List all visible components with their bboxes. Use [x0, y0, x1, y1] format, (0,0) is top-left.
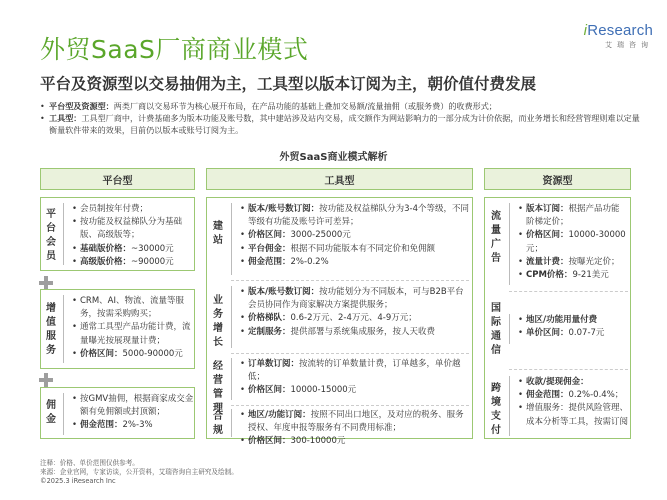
row-label: 业务增长	[213, 295, 223, 348]
row-label: 建站	[213, 221, 223, 246]
row-label: 增值服务	[46, 303, 56, 356]
row-divider	[509, 369, 628, 370]
list-item: • 平台佣金：根据不同功能版本有不同定价和免佣额	[240, 243, 469, 256]
list-item: • 流量计费：按曝光定价；	[518, 256, 628, 269]
list-item: • 订单数订阅：按流转的订单数量计费，订单越多，单价越低；	[240, 358, 469, 384]
list-item: • 会员制按年付费；	[72, 203, 194, 216]
logo-research: Research	[587, 22, 653, 39]
list-item: • 增值服务：提供风险管理、成本分析等工具，按需订阅	[518, 402, 628, 428]
list-item: • CPM价格：9-21美元	[518, 269, 628, 282]
row-content	[509, 376, 628, 436]
logo-subtitle: 艾瑞咨询	[605, 41, 653, 49]
row-content	[231, 409, 469, 447]
resource-box	[484, 197, 631, 439]
list-item: • 佣金范围：0.2%-0.4%；	[518, 389, 628, 402]
tool-box	[206, 197, 473, 447]
plus-icon	[39, 373, 53, 387]
row-label: 流量广告	[491, 211, 501, 264]
bullet-platform-resource	[40, 101, 640, 113]
row-divider	[509, 291, 628, 292]
list-item: • 地区/功能订阅：按照不同出口地区，及对应的税务、服务授权、年度申报等服务有不同费用标准；	[240, 409, 469, 435]
list-item: • 通常工具型产品功能计费，流量曝光按展现量计费；	[72, 321, 194, 347]
row-content	[63, 393, 194, 435]
page-subtitle: 平台及资源型以交易抽佣为主，工具型以版本订阅为主，朝价值付费发展	[40, 75, 537, 93]
bullet-label: 平台型及资源型：	[49, 101, 114, 111]
row-label: 国际通信	[491, 303, 501, 356]
footnote-copyright: ©2025.3 iResearch Inc	[40, 477, 116, 485]
row-label: 跨境支付	[491, 383, 501, 436]
platform-membership-box	[40, 197, 195, 271]
list-item: • 版本/账号数订阅：按功能划分为不同版本，可与B2B平台会员协同作为商家解决方案提供服务；	[240, 286, 469, 312]
iresearch-logo	[584, 22, 653, 50]
chart-title: 外贸SaaS商业模式解析	[279, 152, 388, 163]
row-label: 合规	[213, 411, 223, 436]
list-item: • 佣金范围：2%-3%	[72, 419, 194, 432]
header-platform: 平台型	[40, 168, 195, 190]
bullet-label: 工具型：	[49, 113, 82, 123]
list-item: • 按功能及权益梯队分为基础版、高级版等；	[72, 216, 194, 242]
row-content	[63, 295, 194, 363]
list-item: • 按GMV抽佣，根据商家成交金额有免佣额或封顶额；	[72, 393, 194, 419]
footnote-source: 来源：企业官网，专家访谈，公开资料，艾瑞咨询自主研究及绘制。	[40, 468, 238, 476]
bullet-text: 工具型厂商中，计费基础多为版本功能及账号数，其中建站涉及站内交易，成交额作为网站影响力的一部分成为计价依据，而业务增长和经营管理则难以定量衡量软件带来的效果，目前仍以版本或账号订阅为主。	[49, 113, 640, 135]
row-label: 平台会员	[46, 209, 56, 262]
row-content	[509, 203, 628, 285]
footnote-note: 注释：价格、单价范围仅供参考。	[40, 459, 139, 467]
platform-commission-box	[40, 387, 195, 439]
list-item: • 价格区间：3000-25000元	[240, 229, 469, 242]
list-item: • 价格区间：10000-30000元；	[518, 229, 628, 255]
list-item: • 收款/提现佣金：	[518, 376, 628, 389]
list-item: • 定制服务：提供部署与系统集成服务，按人天收费	[240, 326, 469, 339]
list-item: • 价格梯队：0.6-2万元、2-4万元、4-9万元；	[240, 312, 469, 325]
row-content	[231, 358, 469, 400]
bullet-dot: •	[40, 101, 45, 111]
row-content	[231, 286, 469, 348]
platform-value-added-box	[40, 289, 195, 369]
list-item: • 地区/功能用量付费	[518, 314, 628, 327]
list-item: • 基础版价格：~30000元	[72, 243, 194, 256]
row-divider	[231, 280, 469, 281]
plus-icon	[39, 276, 53, 290]
footnote	[40, 459, 238, 486]
list-item: • CRM、AI、物流、流量等服务，按需采购购买；	[72, 295, 194, 321]
row-label: 经营管理	[213, 361, 223, 414]
row-content	[63, 203, 194, 265]
row-divider	[231, 405, 469, 406]
bullet-dot: •	[40, 113, 45, 123]
header-resource: 资源型	[484, 168, 631, 190]
page-title: 外贸SaaS厂商商业模式	[40, 35, 309, 64]
row-label: 佣金	[46, 400, 56, 425]
row-content	[231, 203, 469, 275]
bullet-tool	[40, 113, 640, 136]
list-item: • 价格区间：5000-90000元	[72, 348, 194, 361]
list-item: • 价格区间：10000-15000元	[240, 384, 469, 397]
bullet-text: 两类厂商以交易环节为核心展开布局，在产品功能的基础上叠加交易额/流量抽佣（或服务费）的收费形式；	[113, 101, 497, 111]
header-tool: 工具型	[206, 168, 473, 190]
list-item: • 版本/账号数订阅：按功能及权益梯队分为3-4个等级，不同等级有功能及账号许可差异；	[240, 203, 469, 229]
list-item: • 价格区间：300-10000元	[240, 435, 469, 448]
row-divider	[231, 353, 469, 354]
list-item: • 版本订阅：根据产品功能阶梯定价；	[518, 203, 628, 229]
list-item: • 单价区间：0.07-7元	[518, 327, 628, 340]
row-content	[509, 314, 628, 344]
list-item: • 高级版价格：~90000元	[72, 256, 194, 269]
logo-i: i	[583, 22, 588, 39]
list-item: • 佣金范围：2%-0.2%	[240, 256, 469, 269]
